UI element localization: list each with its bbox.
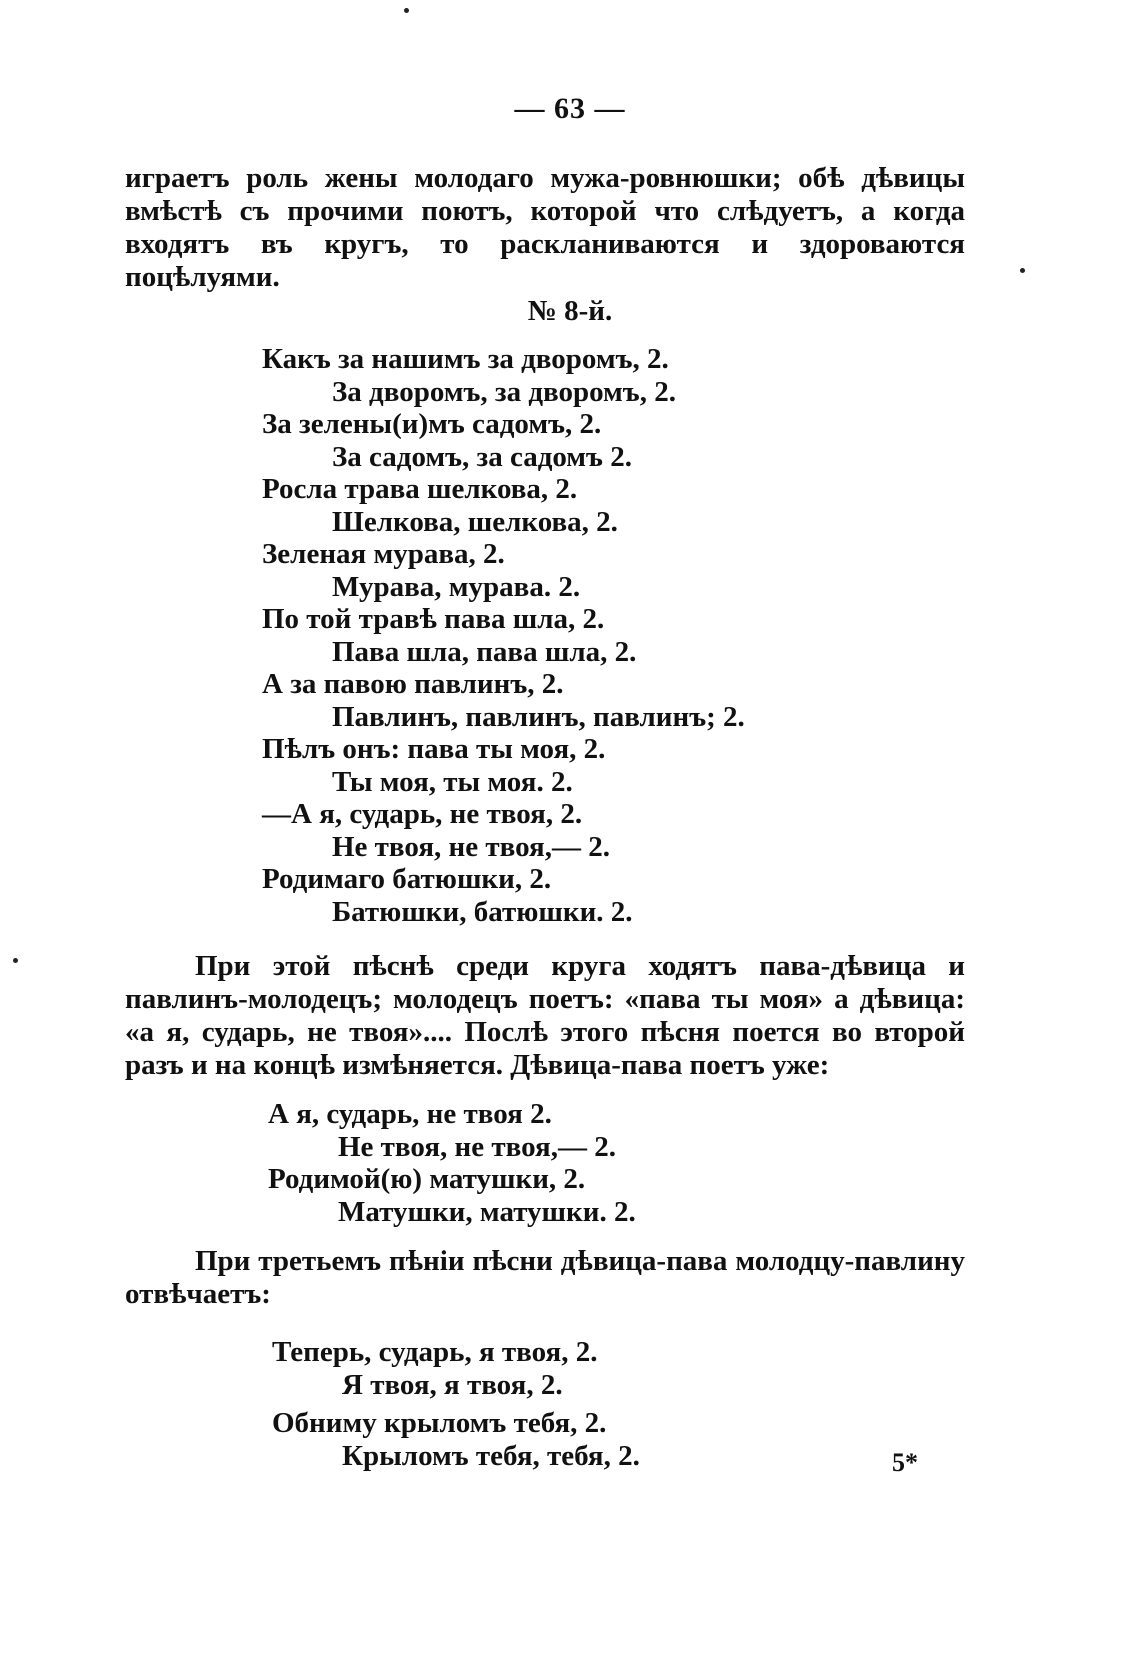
verse-line: Пѣлъ онъ: пава ты моя, 2. (262, 733, 606, 765)
verse-line: Матушки, матушки. 2. (338, 1195, 636, 1228)
verse-line: Пава шла, пава шла, 2. (332, 635, 637, 668)
intro-paragraph-text: играетъ роль жены молодаго мужа-ровнюшки; обѣ дѣвицы вмѣстѣ съ прочими поютъ, которой что слѣдуетъ, а когда входятъ въ кругъ, то раскланиваются и здороваются поцѣлуями. (125, 162, 965, 293)
intro-paragraph (125, 162, 965, 294)
print-speck (404, 8, 409, 13)
page-number: — 63 — (514, 92, 626, 125)
verse-line: А за павою павлинъ, 2. (262, 668, 564, 700)
verse-line: За дворомъ, за дворомъ, 2. (332, 375, 676, 408)
paragraph-3 (125, 1245, 965, 1311)
verse-line: Мурава, мурава. 2. (332, 570, 581, 603)
verse-line: —А я, сударь, не твоя, 2. (262, 798, 583, 830)
verse-line: Не твоя, не твоя,— 2. (338, 1130, 616, 1163)
print-speck (13, 958, 18, 963)
verse-line: Родимаго батюшки, 2. (262, 863, 552, 895)
verse-line: Батюшки, батюшки. 2. (332, 895, 633, 928)
verse-3 (272, 1336, 640, 1472)
verse-line: Шелкова, шелкова, 2. (332, 505, 618, 538)
print-speck (1020, 268, 1025, 273)
verse-line: За зелены(и)мъ садомъ, 2. (262, 408, 602, 440)
paragraph-3-text: При третьемъ пѣніи пѣсни дѣвица-пава молодцу-павлину отвѣчаетъ: (125, 1245, 965, 1310)
verse-line: Ты моя, ты моя. 2. (332, 765, 573, 798)
paragraph-2-text: При этой пѣснѣ среди круга ходятъ пава-дѣвица и павлинъ-молодецъ; молодецъ поетъ: «пава ты моя» а дѣвица: «а я, сударь, не твоя».... Послѣ этого пѣсня поется во второй разъ и на концѣ измѣняется. Дѣвица-пава поетъ уже: (125, 950, 965, 1081)
verse-line: Павлинъ, павлинъ, павлинъ; 2. (332, 700, 745, 733)
verse-line: По той травѣ пава шла, 2. (262, 603, 605, 635)
verse-line: Какъ за нашимъ за дворомъ, 2. (262, 343, 669, 375)
verse-line: За садомъ, за садомъ 2. (332, 440, 632, 473)
paragraph-2 (125, 950, 965, 1082)
verse-line: Не твоя, не твоя,— 2. (332, 830, 610, 863)
verse-line: Зеленая мурава, 2. (262, 538, 505, 570)
verse-line: Я твоя, я твоя, 2. (342, 1368, 563, 1401)
verse-1 (262, 343, 745, 928)
verse-line: Родимой(ю) матушки, 2. (268, 1163, 586, 1195)
song-heading: № 8-й. (527, 295, 613, 327)
verse-2 (268, 1098, 636, 1228)
signature-mark: 5* (892, 1448, 918, 1477)
verse-line: А я, сударь, не твоя 2. (268, 1098, 552, 1130)
verse-line: Росла трава шелкова, 2. (262, 473, 578, 505)
verse-line: Теперь, сударь, я твоя, 2. (272, 1336, 598, 1368)
verse-line: Обниму крыломъ тебя, 2. (272, 1407, 607, 1439)
verse-line: Крыломъ тебя, тебя, 2. (342, 1439, 640, 1472)
